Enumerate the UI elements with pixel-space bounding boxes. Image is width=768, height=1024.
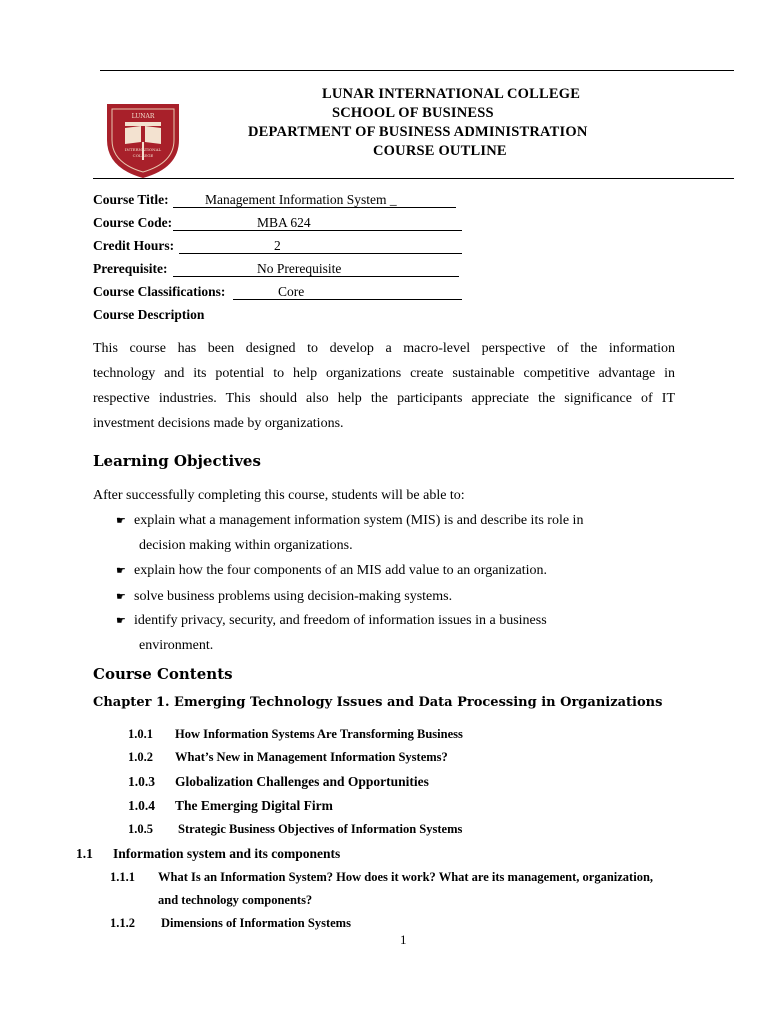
toc-entry bbox=[128, 822, 462, 837]
objective-continuation: environment. bbox=[139, 638, 214, 653]
course-code-value: MBA 624 bbox=[257, 215, 311, 230]
credit-hours-field bbox=[93, 238, 463, 254]
learning-objectives-heading: Learning Objectives bbox=[93, 452, 261, 470]
svg-text:INTERNATIONAL: INTERNATIONAL bbox=[124, 147, 162, 152]
description-line: This course has been designed to develop a macro-level perspective of the information bbox=[93, 341, 675, 356]
svg-text:COLLEGE: COLLEGE bbox=[132, 153, 154, 158]
pointing-hand-icon: ☛ bbox=[116, 565, 126, 577]
toc-title: Dimensions of Information Systems bbox=[161, 916, 351, 930]
objectives-intro: After successfully completing this course, students will be able to: bbox=[93, 488, 465, 503]
section-title: Information system and its components bbox=[113, 846, 341, 861]
toc-entry bbox=[128, 774, 429, 790]
course-classification-value: Core bbox=[278, 284, 305, 299]
toc-entry bbox=[128, 798, 333, 814]
pointing-hand-icon: ☛ bbox=[116, 591, 126, 603]
toc-number: 1.1.2 bbox=[110, 916, 135, 930]
objective-item bbox=[116, 513, 583, 529]
course-contents-heading: Course Contents bbox=[93, 665, 233, 683]
college-name: LUNAR INTERNATIONAL COLLEGE bbox=[322, 86, 581, 102]
header-rule bbox=[93, 178, 734, 179]
toc-entry bbox=[128, 750, 448, 765]
toc-title: What Is an Information System? How does it work? What are its management, organization, bbox=[158, 870, 654, 884]
pointing-hand-icon: ☛ bbox=[116, 615, 126, 627]
toc-number: 1.1.1 bbox=[110, 870, 135, 884]
toc-title: What’s New in Management Information Systems? bbox=[175, 750, 448, 764]
toc-continuation: and technology components? bbox=[158, 893, 313, 907]
credit-hours-value: 2 bbox=[274, 238, 281, 253]
objective-text: identify privacy, security, and freedom of information issues in a business bbox=[134, 613, 547, 628]
toc-title: Globalization Challenges and Opportunities bbox=[175, 774, 429, 789]
document-type: COURSE OUTLINE bbox=[373, 143, 507, 159]
objective-item bbox=[116, 563, 547, 579]
page-number: 1 bbox=[400, 932, 407, 947]
toc-number: 1.0.1 bbox=[128, 727, 153, 741]
prerequisite-value: No Prerequisite bbox=[257, 261, 342, 276]
prerequisite-label: Prerequisite: bbox=[93, 261, 168, 276]
course-classification-label: Course Classifications: bbox=[93, 284, 226, 299]
prerequisite-field bbox=[93, 261, 463, 277]
course-classification-field bbox=[93, 284, 463, 300]
credit-hours-label: Credit Hours: bbox=[93, 238, 175, 253]
college-logo bbox=[103, 98, 183, 182]
toc-title: The Emerging Digital Firm bbox=[175, 798, 333, 813]
objective-item bbox=[116, 589, 452, 605]
toc-title: How Information Systems Are Transforming Business bbox=[175, 727, 463, 741]
objective-continuation: decision making within organizations. bbox=[139, 538, 353, 553]
objective-text: explain what a management information system (MIS) is and describe its role in bbox=[134, 513, 584, 528]
chapter-heading: Chapter 1. Emerging Technology Issues and Data Processing in Organizations bbox=[93, 695, 663, 710]
course-description-heading: Course Description bbox=[93, 307, 205, 322]
course-title-value: Management Information System _ bbox=[205, 192, 397, 207]
description-line: investment decisions made by organizations. bbox=[93, 416, 344, 431]
objective-text: solve business problems using decision-making systems. bbox=[134, 589, 453, 604]
toc-entry bbox=[110, 916, 351, 931]
toc-number: 1.0.5 bbox=[128, 822, 153, 836]
section-heading bbox=[76, 846, 340, 862]
objective-text: explain how the four components of an MIS add value to an organization. bbox=[134, 563, 548, 578]
course-title-label: Course Title: bbox=[93, 192, 169, 207]
toc-number: 1.0.4 bbox=[128, 798, 155, 813]
section-number: 1.1 bbox=[76, 846, 93, 861]
department-name: DEPARTMENT OF BUSINESS ADMINISTRATION bbox=[248, 124, 588, 140]
toc-entry bbox=[128, 727, 463, 742]
course-code-field bbox=[93, 215, 463, 231]
course-code-label: Course Code: bbox=[93, 215, 173, 230]
toc-entry bbox=[110, 870, 653, 885]
toc-title: Strategic Business Objectives of Information Systems bbox=[178, 822, 463, 836]
objective-item bbox=[116, 613, 547, 629]
toc-number: 1.0.2 bbox=[128, 750, 153, 764]
svg-text:LUNAR: LUNAR bbox=[131, 113, 155, 120]
school-name: SCHOOL OF BUSINESS bbox=[332, 105, 494, 121]
course-title-field bbox=[93, 192, 463, 208]
description-line: respective industries. This should also help the participants appreciate the significance of IT bbox=[93, 391, 675, 406]
course-description-text bbox=[93, 336, 675, 436]
top-rule bbox=[100, 70, 734, 71]
pointing-hand-icon: ☛ bbox=[116, 515, 126, 527]
description-line: technology and its potential to help organizations create sustainable competitive advantage in bbox=[93, 366, 675, 381]
toc-number: 1.0.3 bbox=[128, 774, 155, 789]
